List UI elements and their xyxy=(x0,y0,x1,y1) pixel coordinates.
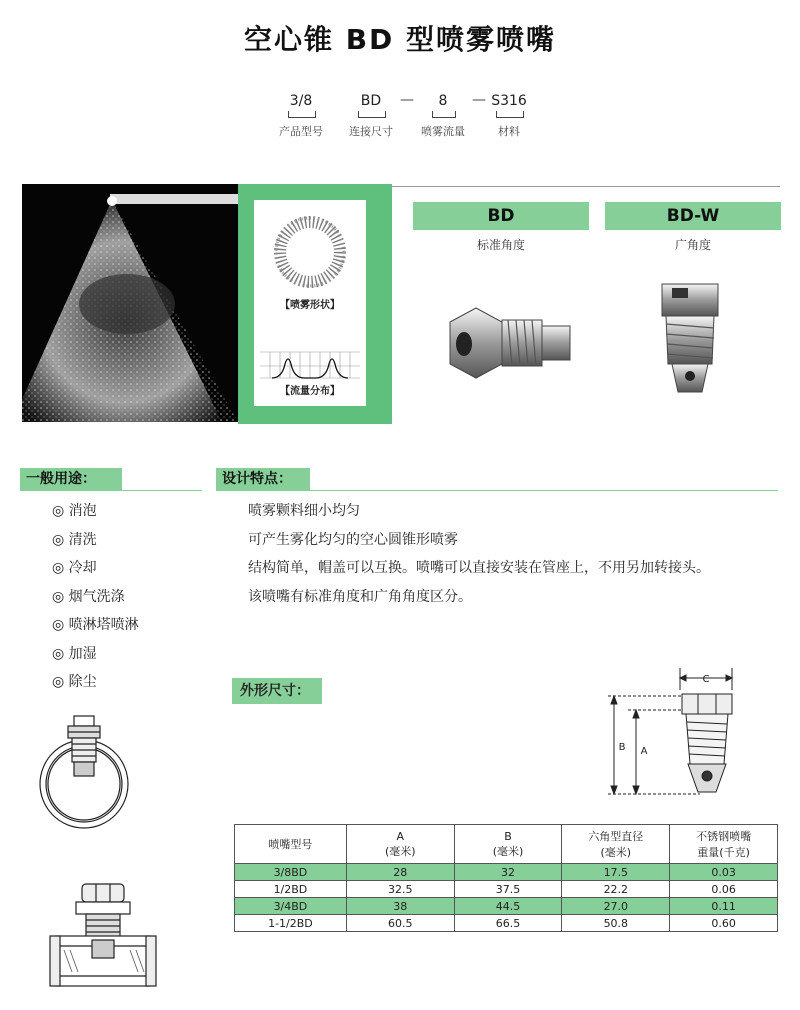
list-item xyxy=(52,529,139,558)
variant-bdw-tag: BD-W xyxy=(605,202,781,230)
model-code-flow: 8 xyxy=(438,93,448,109)
model-code-size: 3/8 xyxy=(289,93,313,109)
pipe-install-diagram xyxy=(34,712,134,832)
table-cell: 0.60 xyxy=(670,915,778,932)
bullet-icon: ◎ xyxy=(52,531,65,548)
variant-bdw-desc: 广角度 xyxy=(674,238,711,252)
table-cell: 22.2 xyxy=(562,881,670,898)
use-item: 冷却 xyxy=(68,560,97,576)
use-item: 加湿 xyxy=(68,645,97,662)
dimension-diagram xyxy=(600,664,750,804)
table-row xyxy=(235,898,778,915)
use-item: 除尘 xyxy=(68,674,97,690)
list-item xyxy=(52,643,139,672)
uses-heading-line xyxy=(20,490,202,491)
table-cell: 27.0 xyxy=(562,898,670,915)
table-header-cell: 六角型直径 (毫米) xyxy=(562,825,670,864)
table-cell: 1/2BD xyxy=(235,881,347,898)
model-code-label: 喷雾流量 xyxy=(421,125,465,138)
table-cell: 38 xyxy=(346,898,454,915)
uses-heading: 一般用途： xyxy=(20,468,122,490)
spec-table xyxy=(234,824,778,932)
table-cell: 32 xyxy=(454,864,562,881)
list-item xyxy=(52,500,139,529)
page-title: 空心锥 BD 型喷雾喷嘴 xyxy=(243,23,557,56)
bullet-icon: ◎ xyxy=(52,617,65,633)
model-code-label: 连接尺寸 xyxy=(349,125,393,138)
use-item: 清洗 xyxy=(68,531,97,548)
bullet-icon: ◎ xyxy=(52,674,65,690)
dimensions-heading: 外形尺寸： xyxy=(240,683,310,699)
tee-fitting-diagram xyxy=(46,880,166,1000)
variant-bd-desc: 标准角度 xyxy=(476,238,525,252)
feature-item: 可产生雾化均匀的空心圆锥形喷雾 xyxy=(248,531,458,548)
bullet-icon: ◎ xyxy=(52,645,65,662)
table-row xyxy=(235,864,778,881)
table-cell: 1-1/2BD xyxy=(235,915,347,932)
list-item xyxy=(52,671,139,700)
flow-distribution-chart xyxy=(260,350,360,380)
bullet-icon: ◎ xyxy=(52,588,65,605)
table-cell: 3/4BD xyxy=(235,898,347,915)
table-cell: 44.5 xyxy=(454,898,562,915)
nozzle-bd-image xyxy=(440,298,580,390)
feature-item: 喷雾颗料细小均匀 xyxy=(248,503,360,519)
spray-pattern-label: 【喷雾形状】 xyxy=(280,300,340,311)
dimension-a-label: A xyxy=(640,746,648,757)
table-cell: 0.06 xyxy=(670,881,778,898)
features-section xyxy=(216,468,778,491)
table-header-cell: B (毫米) xyxy=(454,825,562,864)
table-row xyxy=(235,881,778,898)
table-header-cell: 喷嘴型号 xyxy=(235,825,347,864)
bullet-icon: ◎ xyxy=(52,503,65,519)
table-cell: 66.5 xyxy=(454,915,562,932)
model-code-bracket xyxy=(358,111,386,118)
uses-list xyxy=(52,500,139,700)
spray-pattern-ring xyxy=(268,210,352,294)
table-header-cell: 不锈钢喷嘴 重量(千克) xyxy=(670,825,778,864)
model-code-separator: — xyxy=(400,92,414,108)
table-cell: 28 xyxy=(346,864,454,881)
features-heading: 设计特点： xyxy=(216,468,310,490)
dimension-b-label: B xyxy=(618,742,626,753)
list-item xyxy=(52,557,139,586)
use-item: 烟气洗涤 xyxy=(68,588,125,605)
model-code-separator: — xyxy=(472,92,486,108)
flow-distribution-label: 【流量分布】 xyxy=(280,386,340,397)
table-cell: 32.5 xyxy=(346,881,454,898)
model-code-label: 材料 xyxy=(498,125,520,138)
uses-section xyxy=(20,468,202,491)
model-code-bracket xyxy=(288,111,316,118)
model-code-material: S316 xyxy=(491,93,527,109)
table-cell: 60.5 xyxy=(346,915,454,932)
bullet-icon: ◎ xyxy=(52,560,65,576)
table-cell: 0.11 xyxy=(670,898,778,915)
use-item: 消泡 xyxy=(68,503,97,519)
nozzle-bdw-image xyxy=(650,282,730,398)
use-item: 喷淋塔喷淋 xyxy=(68,617,139,633)
dimensions-heading-bg xyxy=(232,678,322,704)
list-item xyxy=(52,586,139,615)
table-header-cell: A (毫米) xyxy=(346,825,454,864)
table-cell: 17.5 xyxy=(562,864,670,881)
feature-item: 该喷嘴有标准角度和广角角度区分。 xyxy=(248,588,472,605)
dimension-c-label: C xyxy=(702,674,710,685)
table-cell: 37.5 xyxy=(454,881,562,898)
table-cell: 50.8 xyxy=(562,915,670,932)
list-item xyxy=(52,614,139,643)
model-code-bracket xyxy=(432,111,456,118)
model-code-connection: BD xyxy=(360,93,382,109)
model-code-bracket xyxy=(496,111,524,118)
table-cell: 0.03 xyxy=(670,864,778,881)
feature-item: 结构简单，帽盖可以互换。喷嘴可以直接安装在管座上，不用另加转接头。 xyxy=(248,560,710,576)
table-header-row xyxy=(235,825,778,864)
features-list xyxy=(248,500,710,614)
spray-photo-image xyxy=(22,184,238,422)
model-code-label: 产品型号 xyxy=(279,125,323,138)
variant-bd-tag: BD xyxy=(413,202,589,230)
features-heading-line xyxy=(216,490,778,491)
table-row xyxy=(235,915,778,932)
table-cell: 3/8BD xyxy=(235,864,347,881)
spray-pattern-card xyxy=(254,200,366,406)
spray-photo xyxy=(22,184,238,422)
